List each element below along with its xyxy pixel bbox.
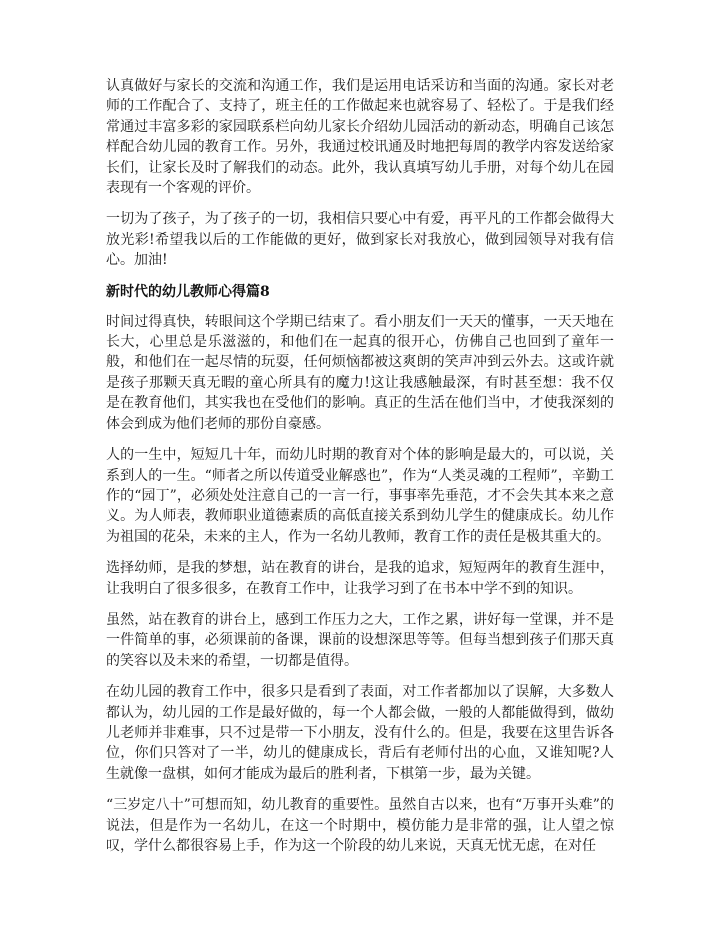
paragraph: 在幼儿园的教育工作中，很多只是看到了表面，对工作者都加以了误解，大多数人都认为，幼儿园的工作是最好做的，每一个人都会做，一般的人都能做得到，做幼儿老师并非难事，只不过是带一下小朋友，没有什么的。但是，我要在这里告诉各位，你们只答对了一半，幼儿的健康成长，背后有老师付出的心血，又谁知呢?人生就像一盘棋，如何才能成为最后的胜利者，下棋第一步，最为关键。 xyxy=(106,684,614,782)
paragraph: 一切为了孩子，为了孩子的一切，我相信只要心中有爱，再平凡的工作都会做得大放光彩!希望我以后的工作能做的更好，做到家长对我放心，做到园领导对我有信心。加油! xyxy=(106,211,614,269)
paragraph: 虽然，站在教育的讲台上，感到工作压力之大，工作之累，讲好每一堂课，并不是一件简单的事，必须课前的备课，课前的设想深思等等。但每当想到孩子们那天真的笑容以及未来的希望，一切都是值得。 xyxy=(106,611,614,669)
paragraph: 选择幼师，是我的梦想，站在教育的讲台，是我的追求，短短两年的教育生涯中，让我明白了很多很多，在教育工作中，让我学习到了在书本中学不到的知识。 xyxy=(106,560,614,597)
paragraph: “三岁定八十”可想而知，幼儿教育的重要性。虽然自古以来，也有“万事开头难”的说法，但是作为一名幼儿，在这一个时期中，模仿能力是非常的强，让人望之惊叹，学什么都很容易上手，作为这一个阶段的幼儿来说，天真无忧无虑，在对任 xyxy=(106,797,614,854)
paragraph: 时间过得真快，转眼间这个学期已结束了。看小朋友们一天天的懂事，一天天地在长大，心里总是乐滋滋的，和他们在一起真的很开心，仿佛自己也回到了童年一般，和他们在一起尽情的玩耍，任何烦恼都被这爽朗的笑声冲到云外去。这或许就是孩子那颗天真无暇的童心所具有的魔力!这让我感触最深，有时甚至想：我不仅是在教育他们，其实我也在受他们的影响。真正的生活在他们当中，才使我深刻的体会到成为他们老师的那份自豪感。 xyxy=(106,313,614,432)
paragraph: 人的一生中，短短几十年，而幼儿时期的教育对个体的影响是最大的，可以说，关系到人的一生。“师者之所以传道受业解惑也”，作为“人类灵魂的工程师”，辛勤工作的“园丁”，必须处处注意自己的一言一行，事事率先垂范，才不会失其本来之意义。为人师表，教师职业道德素质的高低直接关系到幼儿学生的健康成长。幼儿作为祖国的花朵，未来的主人，作为一名幼儿教师，教育工作的责任是极其重大的。 xyxy=(106,447,614,545)
paragraph: 认真做好与家长的交流和沟通工作，我们是运用电话采访和当面的沟通。家长对老师的工作配合了、支持了，班主任的工作做起来也就容易了、轻松了。于是我们经常通过丰富多彩的家园联系栏向幼儿家长介绍幼儿园活动的新动态，明确自己该怎样配合幼儿园的教育工作。另外，我通过校讯通及时地把每周的教学内容发送给家长们，让家长及时了解我们的动态。此外，我认真填写幼儿手册，对每个幼儿在园表现有一个客观的评价。 xyxy=(106,78,614,197)
document-body xyxy=(106,76,614,867)
section-heading: 新时代的幼儿教师心得篇8 xyxy=(106,283,270,300)
